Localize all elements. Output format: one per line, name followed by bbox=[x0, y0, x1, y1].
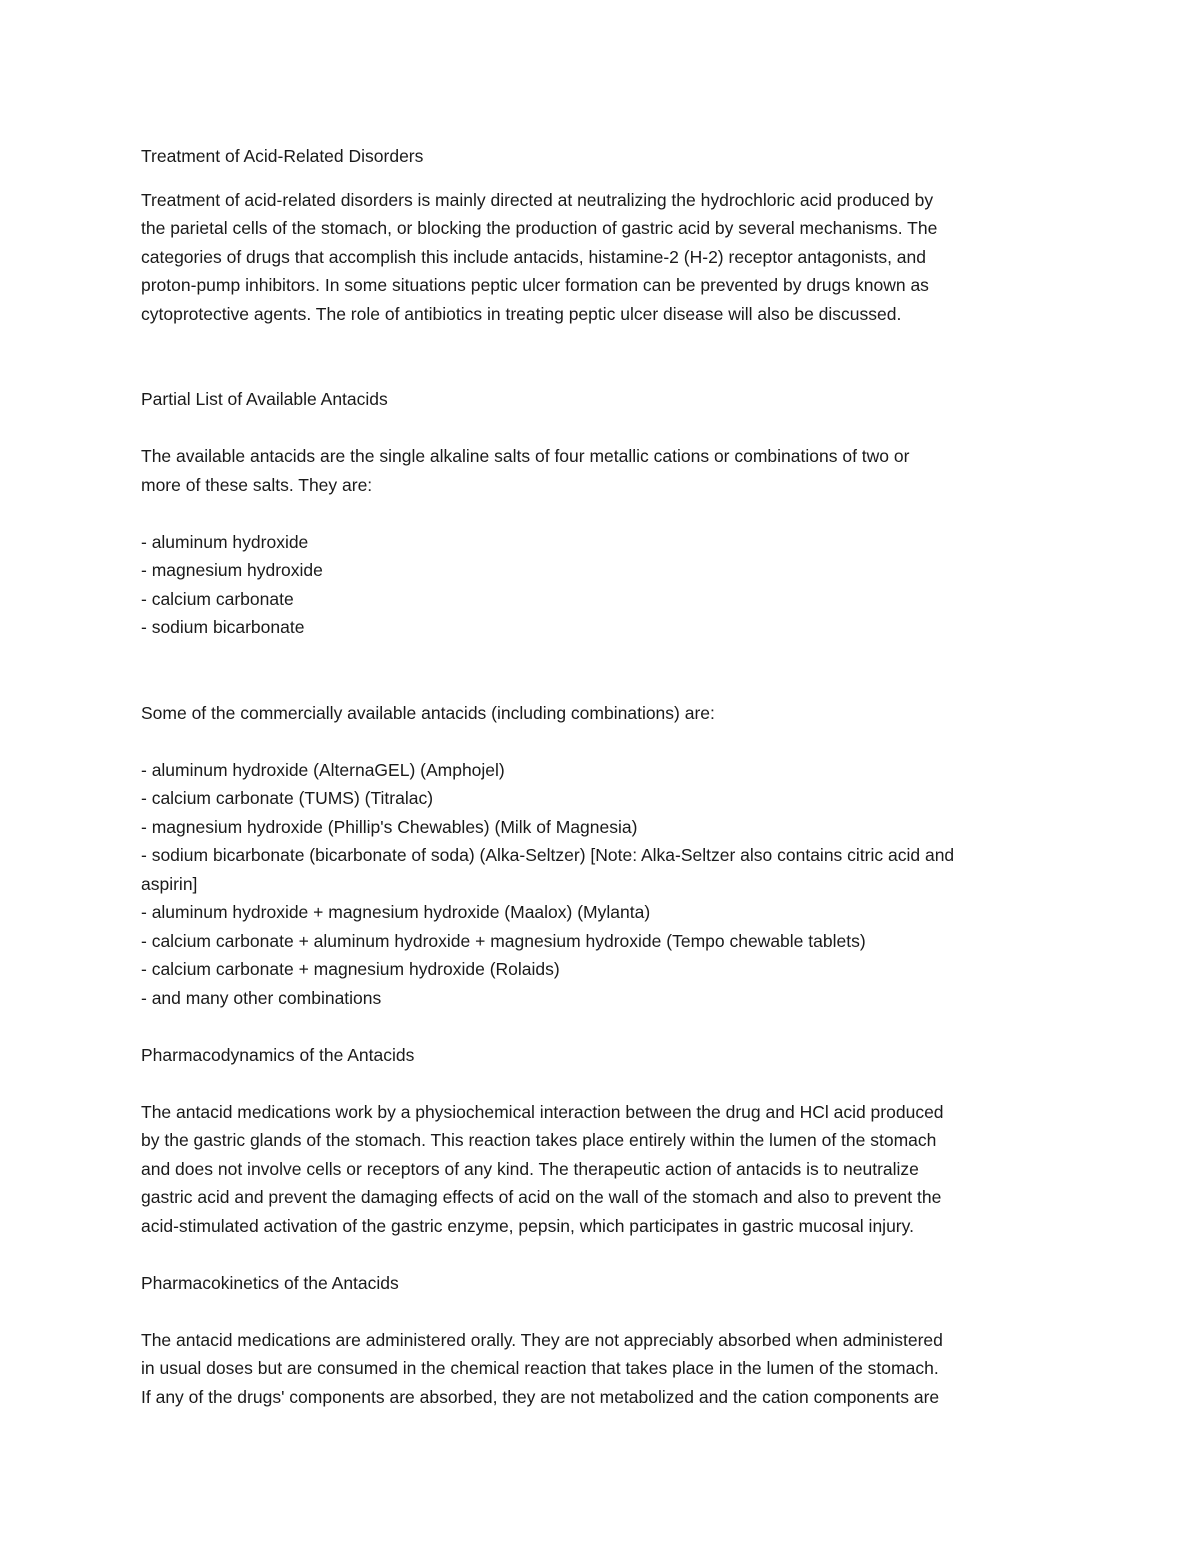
paragraph-pharmacodynamics: The antacid medications work by a physiochemical interaction between the drug and HCl acid produced by the gastric glands of the stomach. This reaction takes place entirely within the lumen of the stomach and does not involve cells or receptors of any kind. The therapeutic action of antacids is to neutralize gastric acid and prevent the damaging effects of acid on the wall of the stomach and also to prevent the acid-stimulated activation of the gastric enzyme, pepsin, which participates in gastric mucosal injury. bbox=[141, 1101, 944, 1236]
list-item: - calcium carbonate + magnesium hydroxide (Rolaids) bbox=[141, 959, 560, 979]
paragraph-treatment: Treatment of acid-related disorders is mainly directed at neutralizing the hydrochloric acid produced by the parietal cells of the stomach, or blocking the production of gastric acid by several mechanisms. The categories of drugs that accomplish this include antacids, histamine-2 (H-2) receptor antagonists, and proton-pump inhibitors. In some situations peptic ulcer formation can be prevented by drugs known as cytoprotective agents. The role of antibiotics in treating peptic ulcer disease will also be discussed. bbox=[141, 189, 938, 324]
document-body bbox=[141, 142, 1081, 1411]
list-item: - calcium carbonate bbox=[141, 588, 294, 609]
section-heading-pharmacokinetics: Pharmacokinetics of the Antacids bbox=[141, 1272, 399, 1293]
paragraph-antacid-list: The available antacids are the single alkaline salts of four metallic cations or combinations of two or more of these salts. They are: bbox=[141, 446, 910, 495]
list-item: - calcium carbonate + aluminum hydroxide + magnesium hydroxide (Tempo chewable tablets) bbox=[141, 930, 866, 951]
section-heading-antacid-list: Partial List of Available Antacids bbox=[141, 389, 388, 409]
list-item: - sodium bicarbonate (bicarbonate of soda) (Alka-Seltzer) [Note: Alka-Seltzer also contains citric acid and aspirin] bbox=[141, 845, 955, 894]
list-item: - and many other combinations bbox=[141, 987, 382, 1008]
commercial-antacid-list bbox=[141, 756, 1081, 1013]
single-salt-list bbox=[141, 528, 1081, 642]
list-item: - magnesium hydroxide (Phillip's Chewables) (Milk of Magnesia) bbox=[141, 816, 638, 837]
paragraph-pharmacokinetics: The antacid medications are administered orally. They are not appreciably absorbed when administered in usual doses but are consumed in the chemical reaction that takes place in the lumen of the stomach. If any of the drugs' components are absorbed, they are not metabolized and the cation components are bbox=[141, 1329, 943, 1407]
section-heading-treatment: Treatment of Acid-Related Disorders bbox=[141, 146, 424, 166]
list-item: - aluminum hydroxide + magnesium hydroxide (Maalox) (Mylanta) bbox=[141, 902, 651, 922]
list-item: - magnesium hydroxide bbox=[141, 560, 323, 580]
list-item: - calcium carbonate (TUMS) (Titralac) bbox=[141, 788, 434, 808]
list-item: - sodium bicarbonate bbox=[141, 617, 305, 637]
paragraph-commercial-intro: Some of the commercially available antacids (including combinations) are: bbox=[141, 702, 715, 723]
list-item: - aluminum hydroxide (AlternaGEL) (Amphojel) bbox=[141, 759, 505, 780]
section-heading-pharmacodynamics: Pharmacodynamics of the Antacids bbox=[141, 1044, 415, 1065]
list-item: - aluminum hydroxide bbox=[141, 531, 309, 552]
